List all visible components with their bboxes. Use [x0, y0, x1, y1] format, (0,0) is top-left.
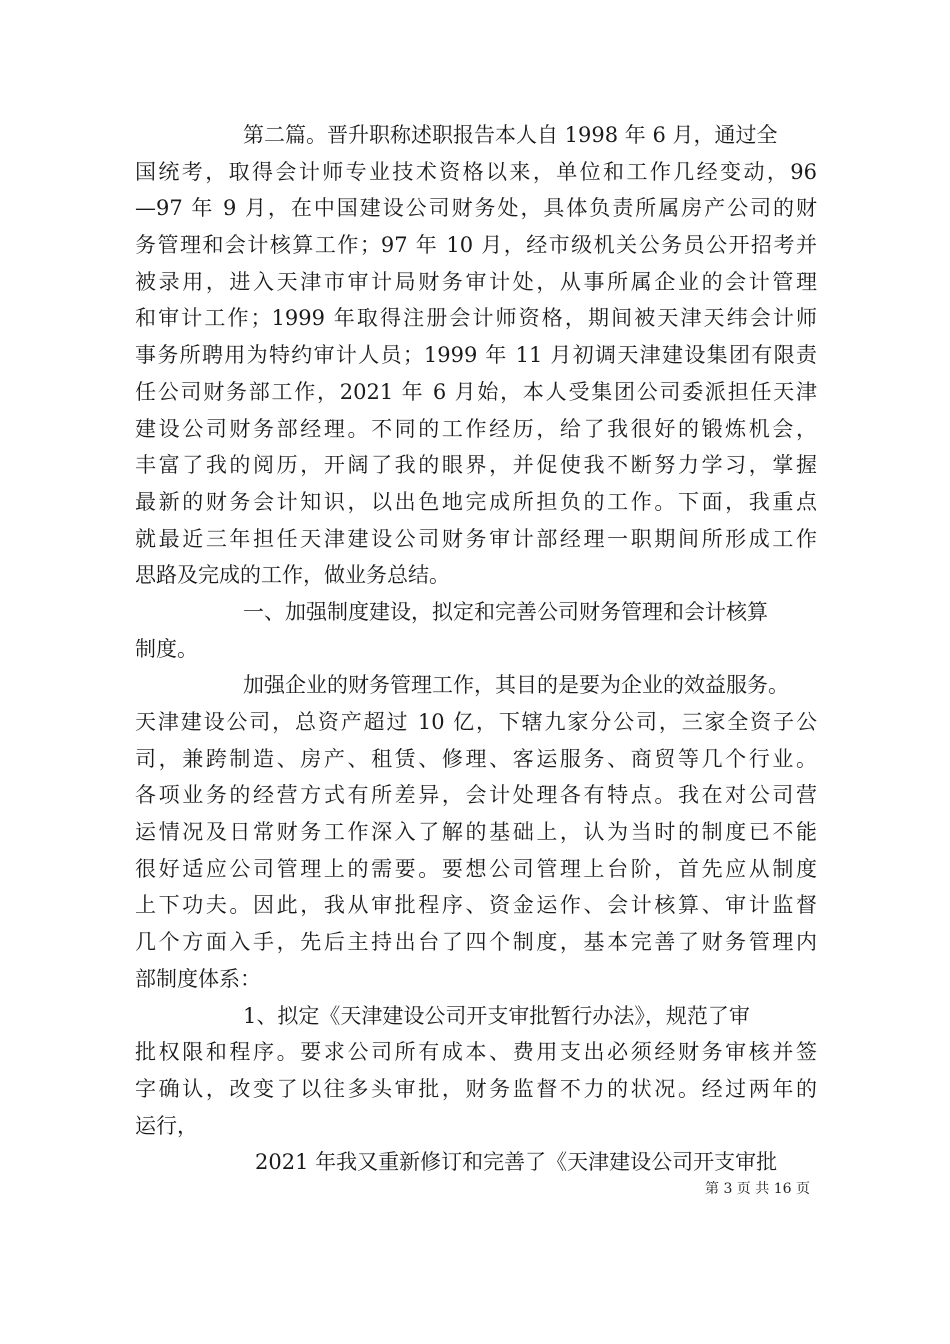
- text-line: 思路及完成的工作，做业务总结。: [135, 563, 450, 588]
- page-number-footer: 第 3 页 共 16 页: [705, 1181, 810, 1197]
- text-line: 几个方面入手，先后主持出台了四个制度，基本完善了财务管理内: [135, 930, 817, 955]
- text-line: 和审计工作；1999 年取得注册会计师资格，期间被天津天纬会计师: [135, 306, 817, 331]
- text-line: 运行，: [135, 1113, 198, 1138]
- text-line: 国统考，取得会计师专业技术资格以来，单位和工作几经变动，96: [135, 159, 817, 184]
- text-line: 2021 年我又重新修订和完善了《天津建设公司开支审批: [255, 1150, 778, 1175]
- text-line: 事务所聘用为特约审计人员；1999 年 11 月初调天津建设集团有限责: [135, 343, 817, 368]
- text-line: 就最近三年担任天津建设公司财务审计部经理一职期间所形成工作: [135, 526, 817, 551]
- text-line: 各项业务的经营方式有所差异，会计处理各有特点。我在对公司营: [135, 783, 817, 808]
- text-line: 很好适应公司管理上的需要。要想公司管理上台阶，首先应从制度: [135, 856, 817, 881]
- text-line: 务管理和会计核算工作；97 年 10 月，经市级机关公务员公开招考并: [135, 233, 817, 258]
- text-line: 1、拟定《天津建设公司开支审批暂行办法》，规范了审: [243, 1003, 750, 1028]
- text-line: 天津建设公司，总资产超过 10 亿，下辖九家分公司，三家全资子公: [135, 710, 817, 734]
- text-line: 最新的财务会计知识，以出色地完成所担负的工作。下面，我重点: [135, 489, 817, 514]
- text-line: 司，兼跨制造、房产、租赁、修理、客运服务、商贸等几个行业。: [135, 746, 817, 771]
- text-line: 丰富了我的阅历，开阔了我的眼界，并促使我不断努力学习，掌握: [135, 453, 817, 478]
- text-line: 运情况及日常财务工作深入了解的基础上，认为当时的制度已不能: [135, 820, 817, 845]
- section-heading-line: 一、加强制度建设，拟定和完善公司财务管理和会计核算: [243, 599, 768, 624]
- text-line: 被录用，进入天津市审计局财务审计处，从事所属企业的会计管理: [135, 269, 817, 294]
- text-line: 加强企业的财务管理工作，其目的是要为企业的效益服务。: [243, 673, 789, 698]
- text-line: 字确认，改变了以往多头审批，财务监督不力的状况。经过两年的: [135, 1076, 817, 1101]
- body-text: [135, 117, 817, 1181]
- text-line: 批权限和程序。要求公司所有成本、费用支出必须经财务审核并签: [135, 1040, 817, 1065]
- text-line: 第二篇。晋升职称述职报告本人自 1998 年 6 月，通过全: [243, 123, 778, 147]
- text-line: 建设公司财务部经理。不同的工作经历，给了我很好的锻炼机会，: [135, 416, 817, 441]
- text-line: 任公司财务部工作，2021 年 6 月始，本人受集团公司委派担任天津: [135, 379, 817, 404]
- text-line: 上下功夫。因此，我从审批程序、资金运作、会计核算、审计监督: [135, 893, 817, 918]
- text-line: —97 年 9 月，在中国建设公司财务处，具体负责所属房产公司的财: [135, 196, 817, 221]
- text-line: 部制度体系：: [135, 966, 261, 991]
- section-heading-line: 制度。: [135, 636, 198, 661]
